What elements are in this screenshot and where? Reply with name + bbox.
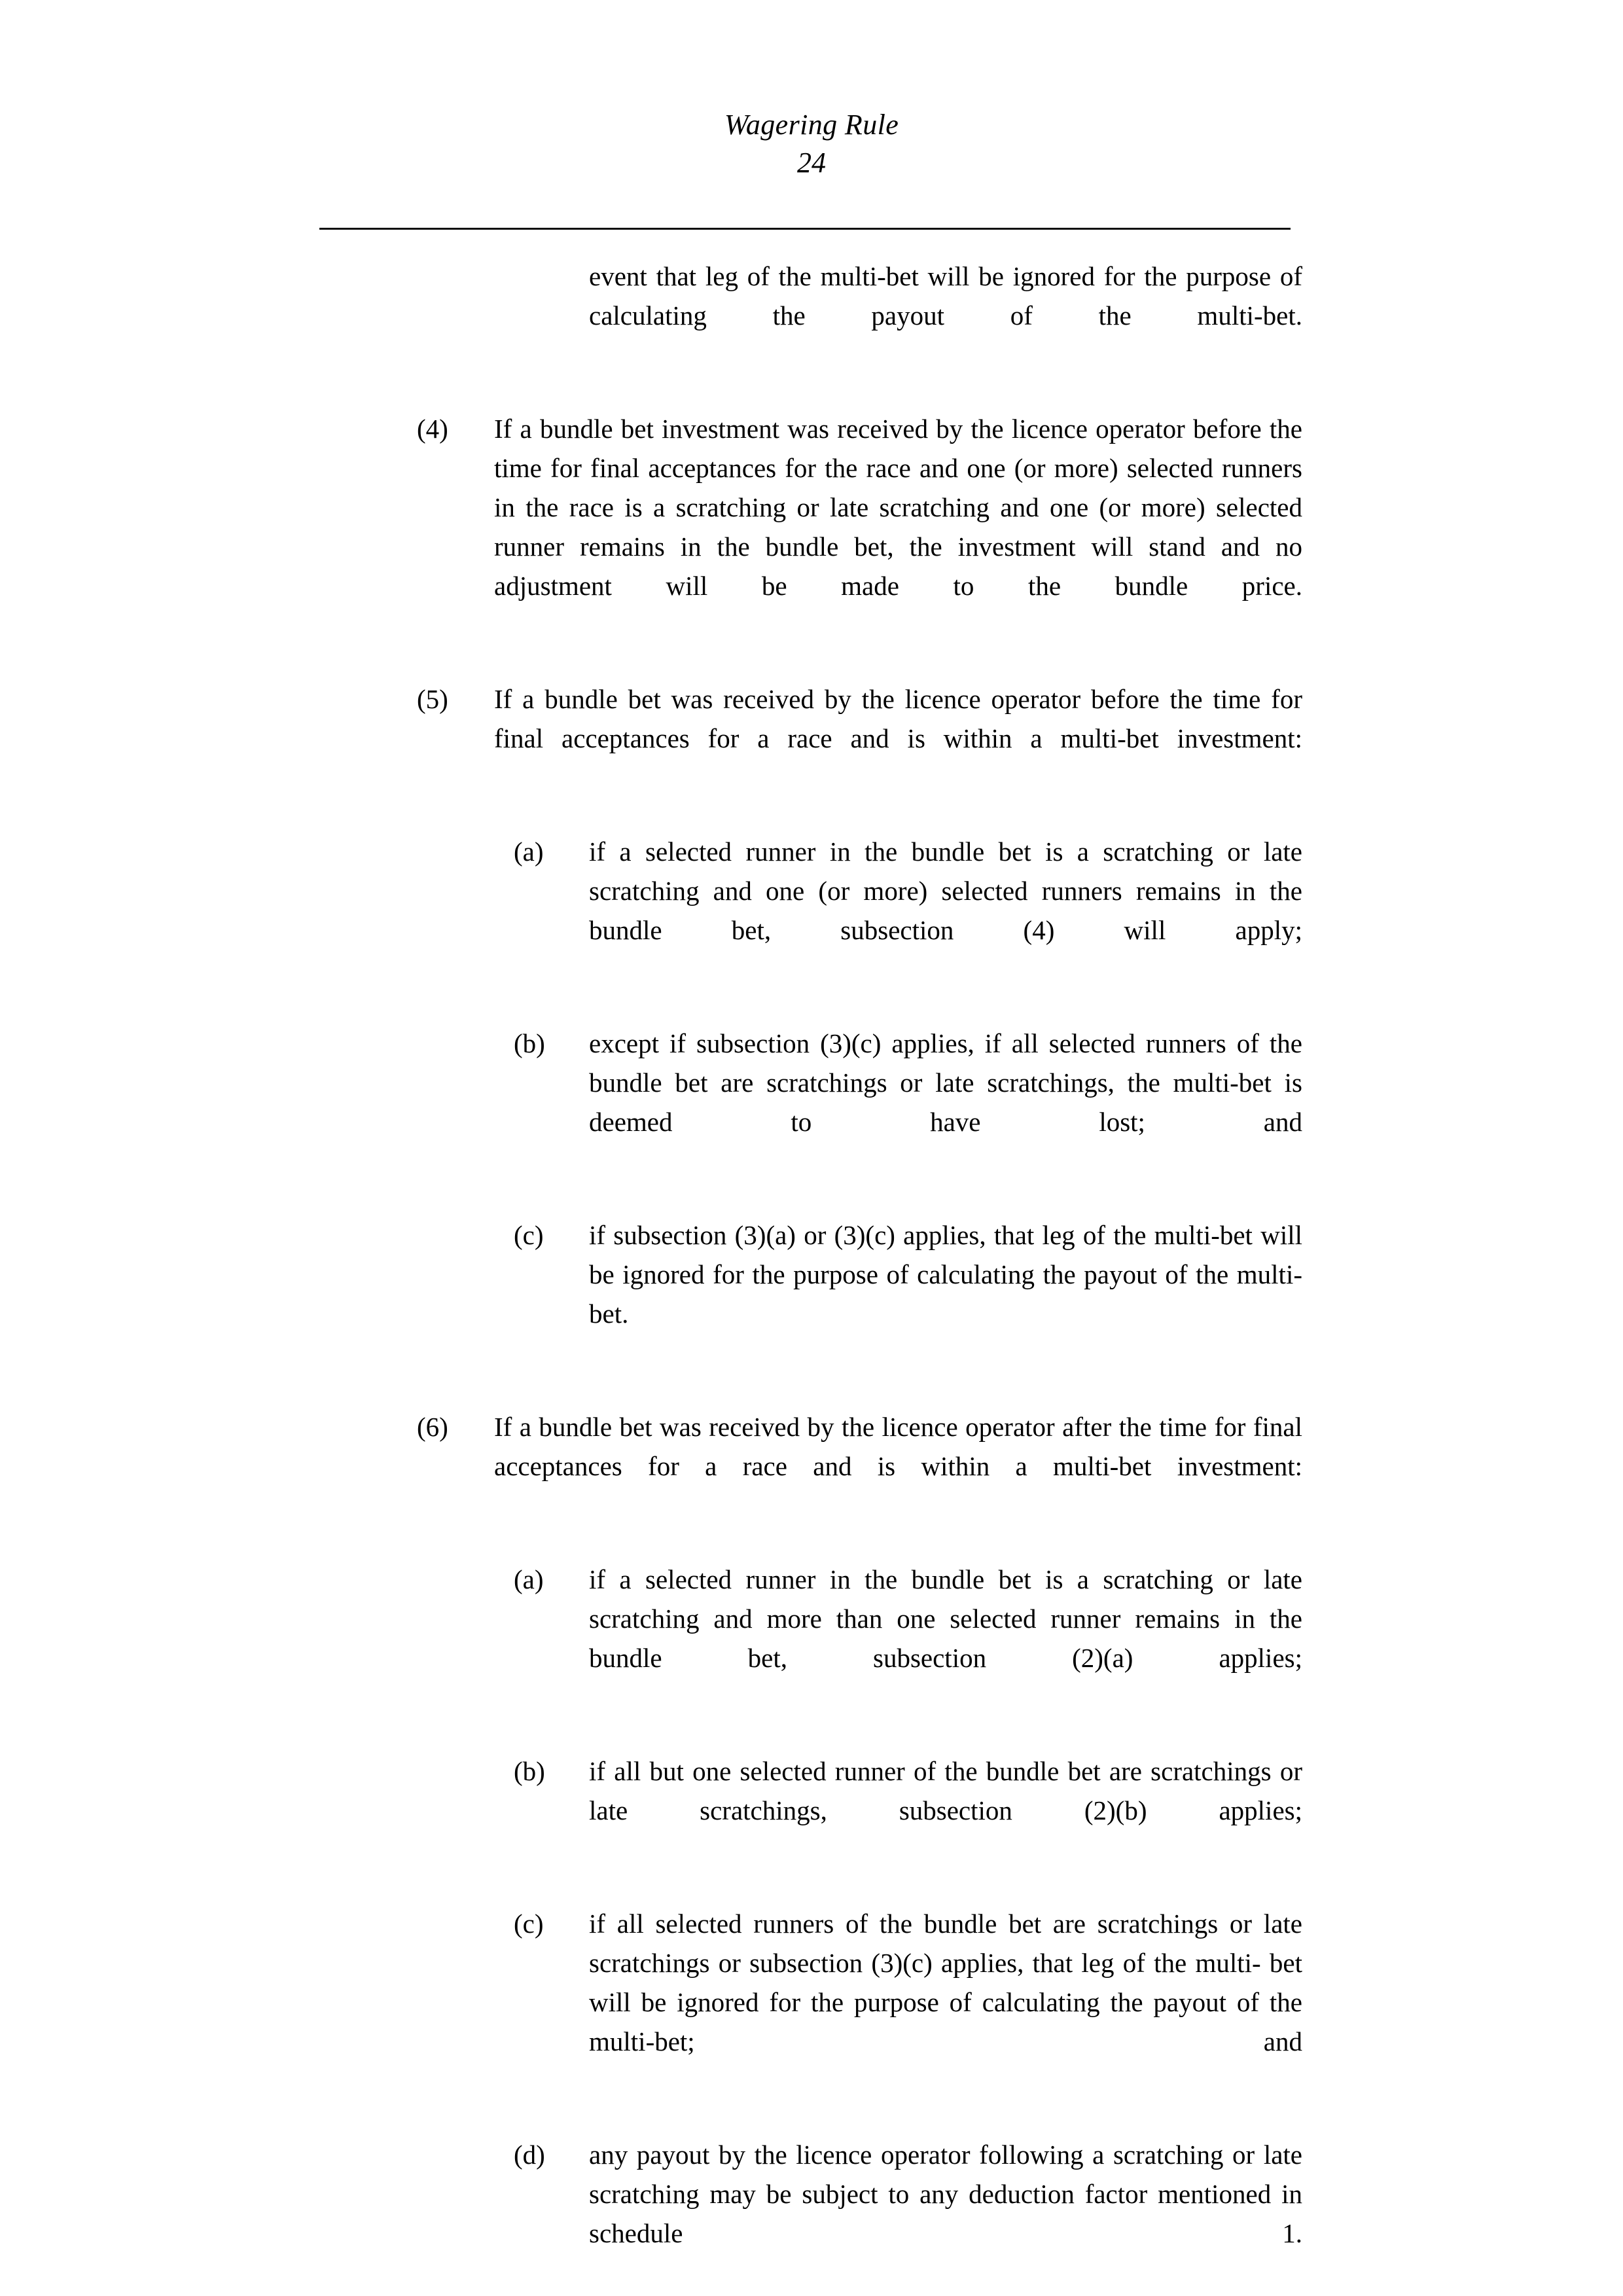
header-divider bbox=[319, 228, 1291, 230]
clause-5-marker: (5) bbox=[417, 684, 448, 714]
spacer bbox=[0, 1007, 1623, 1024]
clause-6-d-text: any payout by the licence operator following a scratching or late scratching may be subject to any deduction factor mentioned in schedule 1. bbox=[589, 2140, 1302, 2248]
clause-6-a bbox=[514, 1560, 1302, 1717]
clause-6-c bbox=[514, 1904, 1302, 2100]
clause-5-b-text: except if subsection (3)(c) applies, if all selected runners of the bundle bet are scratchings or late scratchings, the multi-bet is deemed to have lost; and bbox=[589, 1028, 1302, 1137]
clause-4-marker: (4) bbox=[417, 414, 448, 444]
paragraph-continuation bbox=[589, 257, 1302, 374]
clause-5-b-marker: (b) bbox=[514, 1028, 545, 1058]
clause-6-d-marker: (d) bbox=[514, 2140, 545, 2170]
clause-6-d bbox=[514, 2135, 1302, 2292]
clause-6-b bbox=[514, 1751, 1302, 1869]
clause-6-c-marker: (c) bbox=[514, 1909, 544, 1939]
header-page-number: 24 bbox=[797, 146, 826, 179]
spacer bbox=[0, 1543, 1623, 1560]
clause-5-c-marker: (c) bbox=[514, 1220, 544, 1250]
clause-5-c bbox=[514, 1215, 1302, 1372]
clause-5-a-marker: (a) bbox=[514, 836, 544, 867]
clause-6-a-text: if a selected runner in the bundle bet is a scratching or late scratching and more than one selected runner remains in the bundle bet, subsection (2)(a) applies; bbox=[589, 1564, 1302, 1673]
clause-5-b bbox=[514, 1024, 1302, 1181]
spacer bbox=[0, 392, 1623, 409]
clause-4 bbox=[417, 409, 1302, 645]
spacer bbox=[0, 1734, 1623, 1751]
clause-6-marker: (6) bbox=[417, 1412, 448, 1442]
clause-5-text: If a bundle bet was received by the licence operator before the time for final acceptances for a race and is within a multi-bet investment: bbox=[494, 684, 1302, 753]
spacer bbox=[0, 1887, 1623, 1904]
spacer bbox=[0, 2118, 1623, 2135]
clause-6-c-text: if all selected runners of the bundle bet are scratchings or late scratchings or subsection (3)(c) applies, that leg of the multi- bet will be ignored for the purpose of calculating the payout of the multi-bet; and bbox=[589, 1909, 1302, 2056]
clause-6 bbox=[417, 1407, 1302, 1525]
clause-4-text: If a bundle bet investment was received by the licence operator before the time for final acceptances for the race and one (or more) selected runners in the race is a scratching or late scratching and one (or more) selected runner remains in the bundle bet, the investment will stand and no adjustment will be made to the bundle price. bbox=[494, 414, 1302, 601]
spacer bbox=[0, 662, 1623, 679]
spacer bbox=[0, 1390, 1623, 1407]
spacer bbox=[0, 815, 1623, 832]
page-body bbox=[0, 257, 1623, 2296]
clause-6-text: If a bundle bet was received by the licence operator after the time for final acceptances for a race and is within a multi-bet investment: bbox=[494, 1412, 1302, 1481]
clause-5 bbox=[417, 679, 1302, 797]
clause-6-a-marker: (a) bbox=[514, 1564, 544, 1594]
clause-5-c-text: if subsection (3)(a) or (3)(c) applies, that leg of the multi-bet will be ignored for the purpose of calculating the payout of the multi-bet. bbox=[589, 1220, 1302, 1329]
clause-6-b-marker: (b) bbox=[514, 1756, 545, 1786]
spacer bbox=[0, 1198, 1623, 1215]
clause-5-a bbox=[514, 832, 1302, 989]
clause-5-a-text: if a selected runner in the bundle bet is a scratching or late scratching and one (or more) selected runners remains in the bundle bet, subsection (4) will apply; bbox=[589, 836, 1302, 945]
header-title: Wagering Rule bbox=[724, 109, 899, 141]
page-header bbox=[0, 0, 1623, 180]
clause-6-b-text: if all but one selected runner of the bundle bet are scratchings or late scratchings, subsection (2)(b) applies; bbox=[589, 1756, 1302, 1825]
paragraph-continuation-text: event that leg of the multi-bet will be ignored for the purpose of calculating the payout of the multi-bet. bbox=[589, 261, 1302, 331]
